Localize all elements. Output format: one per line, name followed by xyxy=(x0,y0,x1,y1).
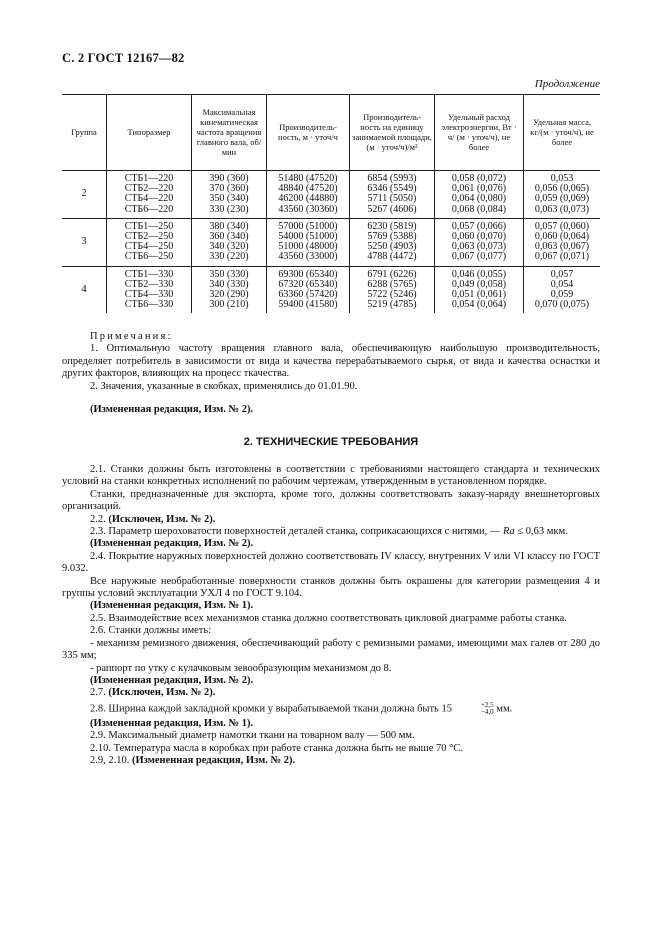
cell-value: 370 (360) xyxy=(209,183,249,195)
cell-value: 350 (330) xyxy=(209,268,249,280)
clause-2-4: 2.4. Покрытие наружных поверхностей должно соответствовать IV классу, внутренних V или VI классу по ГОСТ 9.032. xyxy=(62,550,600,575)
cell-value: 5722 (5246) xyxy=(367,288,417,300)
cell-value: 5250 (4903) xyxy=(367,241,417,253)
clause-2-9-2-10-revision: (Измененная редакция, Изм. № 2). xyxy=(132,754,296,766)
cell-value: 350 (340) xyxy=(209,193,249,205)
clause-2-3-value: ≤ 0,63 мкм. xyxy=(517,526,568,538)
cell-value: СТБ6—250 xyxy=(124,251,174,263)
cell-value: 0,056 (0,065) xyxy=(534,183,590,195)
cell-value: 67320 (65340) xyxy=(278,278,338,290)
clause-2-4-paint: Все наружные необработанные поверхности станков должны быть окрашены для категории размещения 4 и группы условий эксплуатации УХЛ 4 по ГОСТ 9.104. xyxy=(62,575,600,600)
section-body xyxy=(62,464,600,767)
continuation-label: Продолжение xyxy=(534,78,600,90)
cell-value: 51000 (48000) xyxy=(278,241,338,253)
table-row xyxy=(62,266,600,313)
cell-value: 0,046 (0,055) xyxy=(451,268,507,280)
cell-value: 46200 (44880) xyxy=(278,193,338,205)
cell-value: 330 (230) xyxy=(209,203,249,215)
cell-value: 0,068 (0,084) xyxy=(451,203,507,215)
cell-value: 390 (360) xyxy=(209,173,249,184)
table-cell xyxy=(107,218,192,266)
table-cell xyxy=(524,218,601,266)
table-cell xyxy=(524,266,601,313)
clause-2-8 xyxy=(62,702,600,716)
table-cell xyxy=(350,218,435,266)
table-row xyxy=(62,218,600,266)
table-cell xyxy=(524,171,601,219)
cell-value: 6854 (5993) xyxy=(367,173,417,184)
cell-value: 5769 (5388) xyxy=(367,230,417,242)
cell-value: 57000 (51000) xyxy=(278,220,338,232)
cell-value: 0,067 (0,077) xyxy=(451,251,507,263)
cell-value: СТБ4—330 xyxy=(124,288,174,300)
cell-value: 0,063 (0,073) xyxy=(451,241,507,253)
group-cell: 2 xyxy=(62,171,107,219)
cell-value: 5219 (4785) xyxy=(367,299,417,311)
table-cell xyxy=(350,266,435,313)
specifications-table xyxy=(62,94,600,313)
table-row xyxy=(62,171,600,219)
cell-value: 6230 (5819) xyxy=(367,220,417,232)
cell-value: 69300 (65340) xyxy=(278,268,338,280)
clause-2-8-text: 2.8. Ширина каждой закладной кромки у вырабатываемой ткани должна быть 15 xyxy=(90,703,452,715)
page-header: С. 2 ГОСТ 12167—82 xyxy=(62,51,185,65)
cell-value: СТБ6—330 xyxy=(124,299,174,311)
cell-value: 0,054 (0,064) xyxy=(451,299,507,311)
table-cell xyxy=(192,171,267,219)
cell-value: 6791 (6226) xyxy=(367,268,417,280)
clause-2-7-text: (Исключен, Изм. № 2). xyxy=(108,687,216,699)
clause-2-3-revision: (Измененная редакция, Изм. № 2). xyxy=(90,538,254,550)
cell-value: 59400 (41580) xyxy=(278,299,338,311)
cell-value: 5267 (4606) xyxy=(367,203,417,215)
clause-2-2 xyxy=(62,514,600,526)
cell-value: СТБ4—220 xyxy=(124,193,174,205)
col-header-energy: Удельный расход электроэнергии, Вт · ч/ (м · уточ/ч), не более xyxy=(435,94,524,171)
clause-2-2-number: 2.2. xyxy=(90,513,106,525)
cell-value: 54000 (51000) xyxy=(278,230,338,242)
group-cell: 3 xyxy=(62,218,107,266)
clause-2-6: 2.6. Станки должны иметь: xyxy=(90,625,212,637)
clause-2-8-tolerance xyxy=(453,702,494,716)
col-header-speed: Максимальная кинематическая частота вращения главного вала, об/мин xyxy=(192,94,267,171)
cell-value: 6288 (5765) xyxy=(367,278,417,290)
table-body xyxy=(62,171,600,314)
clause-2-5: 2.5. Взаимодействие всех механизмов станка должно соответствовать цикловой диаграмме работы станка. xyxy=(90,612,567,624)
clause-2-9-2-10 xyxy=(62,755,600,767)
cell-value: 0,067 (0,071) xyxy=(534,251,590,263)
cell-value: 51480 (47520) xyxy=(278,173,338,184)
note-1: 1. Оптимальную частоту вращения главного вала, обеспечивающую наибольшую производительность, определяет потребитель в зависимости от вида и качества перерабатываемого сырья, от вида и качества оснастки и других факторов, влияющих на процесс ткачества. xyxy=(62,343,600,380)
cell-value: 0,058 (0,072) xyxy=(451,173,507,184)
clause-2-1-export: Станки, предназначенные для экспорта, кроме того, должны соответствовать заказу-наряду внешнеторговых организаций. xyxy=(62,488,600,513)
cell-value: СТБ2—250 xyxy=(124,230,174,242)
clause-2-6-a: - механизм ремизного движения, обеспечивающий работу с ремизными рамами, имеющими мах галев от 280 до 335 мм; xyxy=(62,637,600,662)
notes-block xyxy=(62,331,600,416)
cell-value: 0,059 (0,069) xyxy=(534,193,590,205)
cell-value: 300 (210) xyxy=(209,299,249,311)
clause-2-3-ra: Ra xyxy=(503,526,515,538)
clause-2-7-number: 2.7. xyxy=(90,687,106,699)
cell-value: 0,061 (0,076) xyxy=(451,183,507,195)
clause-2-8-revision: (Измененная редакция, Изм. № 1). xyxy=(90,717,254,729)
cell-value: 0,063 (0,067) xyxy=(534,241,590,253)
col-header-group: Группа xyxy=(62,94,107,171)
cell-value: 43560 (33000) xyxy=(278,251,338,263)
clause-2-6-b: - раппорт по утку с кулачковым зевообразующим механизмом до 8. xyxy=(90,662,392,674)
cell-value: СТБ4—250 xyxy=(124,241,174,253)
table-cell xyxy=(192,218,267,266)
group-cell: 4 xyxy=(62,266,107,313)
cell-value: 0,057 (0,060) xyxy=(534,220,590,232)
table-cell xyxy=(107,266,192,313)
table-cell xyxy=(192,266,267,313)
cell-value: 330 (220) xyxy=(209,251,249,263)
cell-value: 6346 (5549) xyxy=(367,183,417,195)
cell-value: 43560 (30360) xyxy=(278,203,338,215)
table-cell xyxy=(267,218,350,266)
cell-value: 0,057 (0,066) xyxy=(451,220,507,232)
cell-value: СТБ1—250 xyxy=(124,220,174,232)
cell-value: СТБ6—220 xyxy=(124,203,174,215)
col-header-mass: Удельная масса, кг/(м · уточ/ч), не более xyxy=(524,94,601,171)
col-header-size: Типоразмер xyxy=(107,94,192,171)
clause-2-4-revision: (Измененная редакция, Изм. № 1). xyxy=(90,600,254,612)
table-header-row xyxy=(62,94,600,171)
table-cell xyxy=(107,171,192,219)
col-header-productivity-area: Производитель- ность на единицу занимаемой площади, (м · уточ/ч)/м² xyxy=(350,94,435,171)
tolerance-upper: +2,5 xyxy=(480,700,494,709)
cell-value: СТБ1—220 xyxy=(124,173,174,184)
cell-value: СТБ1—330 xyxy=(124,268,174,280)
cell-value: 48840 (47520) xyxy=(278,183,338,195)
clause-2-10: 2.10. Температура масла в коробках при работе станка должна быть не выше 70 °С. xyxy=(90,742,463,754)
cell-value: 5711 (5050) xyxy=(367,193,417,205)
table-cell xyxy=(350,171,435,219)
cell-value: 4788 (4472) xyxy=(367,251,417,263)
table-cell xyxy=(435,218,524,266)
table-cell xyxy=(267,171,350,219)
cell-value: СТБ2—330 xyxy=(124,278,174,290)
cell-value: 0,049 (0,058) xyxy=(451,278,507,290)
cell-value: 0,053 xyxy=(550,173,574,184)
cell-value: СТБ2—220 xyxy=(124,183,174,195)
cell-value: 0,063 (0,073) xyxy=(534,203,590,215)
cell-value: 380 (340) xyxy=(209,220,249,232)
clause-2-8-unit: мм. xyxy=(493,703,513,715)
note-2: 2. Значения, указанные в скобках, применялись до 01.01.90. xyxy=(90,380,358,392)
clause-2-6-revision: (Измененная редакция, Изм. № 2). xyxy=(90,674,254,686)
clause-2-1: 2.1. Станки должны быть изготовлены в соответствии с требованиями настоящего стандарта и технических условий на станки конкретных исполнений по рабочим чертежам, утвержденным в установленном порядке. xyxy=(62,464,600,488)
clause-2-2-text: (Исключен, Изм. № 2). xyxy=(108,513,216,525)
clause-2-3 xyxy=(62,526,600,538)
notes-revision: (Измененная редакция, Изм. № 2). xyxy=(90,404,254,416)
cell-value: 0,054 xyxy=(550,278,574,290)
cell-value: 0,057 xyxy=(550,268,574,280)
section-title: 2. ТЕХНИЧЕСКИЕ ТРЕБОВАНИЯ xyxy=(243,436,419,448)
clause-2-7 xyxy=(62,687,600,699)
notes-heading: Примечания: xyxy=(90,331,173,342)
cell-value: 0,070 (0,075) xyxy=(534,299,590,311)
cell-value: 63360 (57420) xyxy=(278,288,338,300)
clause-2-9: 2.9. Максимальный диаметр намотки ткани на товарном валу — 500 мм. xyxy=(90,730,415,742)
cell-value: 360 (340) xyxy=(209,230,249,242)
col-header-productivity: Производитель- ность, м · уточ/ч xyxy=(267,94,350,171)
clause-2-3-text: 2.3. Параметр шероховатости поверхностей деталей станка, соприкасающихся с нитями, — xyxy=(90,526,501,538)
table-cell xyxy=(267,266,350,313)
cell-value: 340 (330) xyxy=(209,278,249,290)
cell-value: 320 (290) xyxy=(209,288,249,300)
clause-2-9-2-10-number: 2.9, 2.10. xyxy=(90,754,130,766)
cell-value: 0,051 (0,061) xyxy=(451,288,507,300)
cell-value: 0,060 (0,070) xyxy=(451,230,507,242)
cell-value: 0,064 (0,080) xyxy=(451,193,507,205)
table-cell xyxy=(435,171,524,219)
tolerance-lower: −4,0 xyxy=(480,707,494,716)
table-cell xyxy=(435,266,524,313)
cell-value: 0,060 (0,064) xyxy=(534,230,590,242)
cell-value: 340 (320) xyxy=(209,241,249,253)
cell-value: 0,059 xyxy=(550,288,574,300)
